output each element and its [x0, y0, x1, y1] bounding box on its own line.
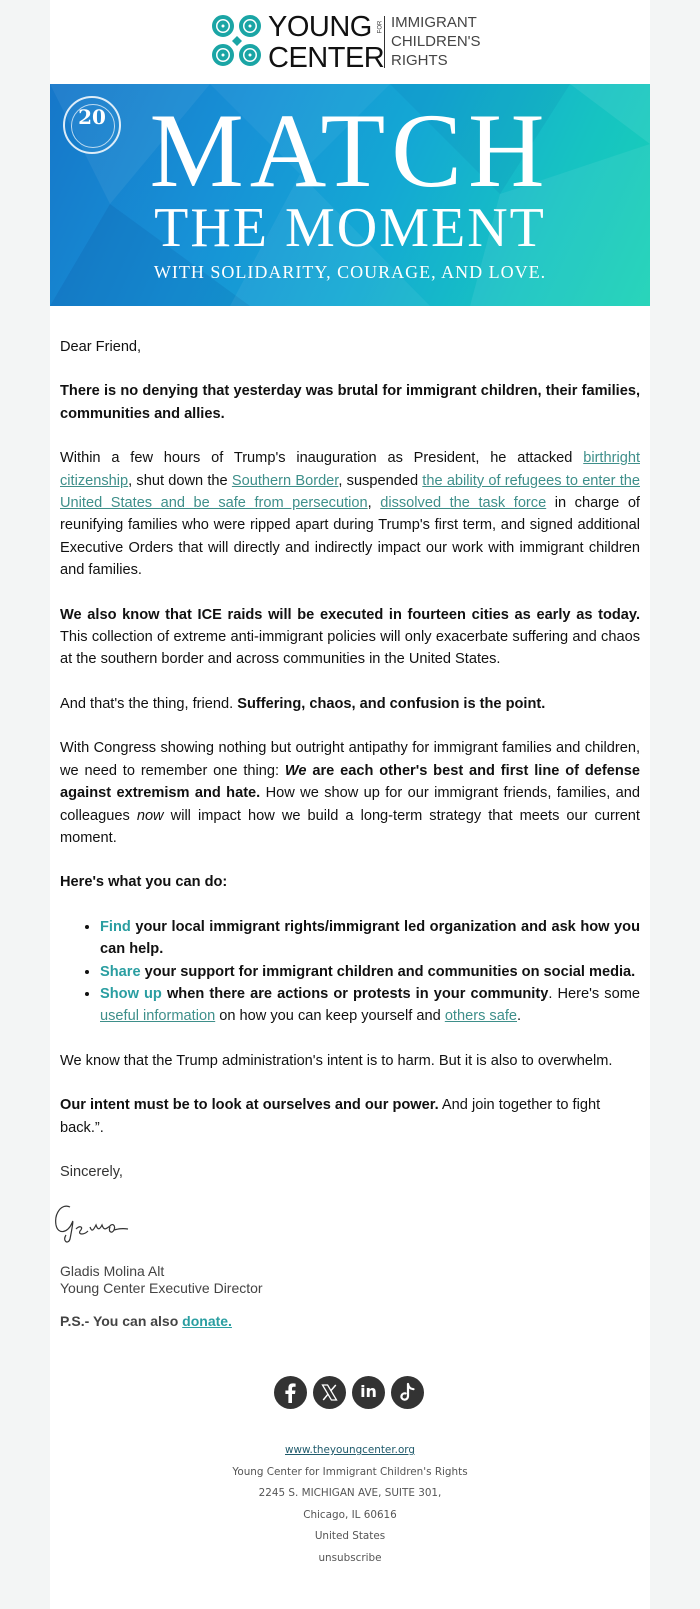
text-span: in charge of reunifying families who were ripped apart during Trump's first term, and signed additional Executive Orders that will directly and indirectly impact our work with immigrant children and families.: [60, 495, 640, 579]
list-item: [100, 916, 640, 961]
lead-paragraph: [60, 380, 640, 425]
badge-number: 20: [78, 105, 106, 129]
text-span: And that's the thing, friend.: [60, 695, 238, 712]
text-span: are each other's best and first line of defense against extremism and hate.: [60, 762, 640, 802]
bold-span: Our intent must be to look at ourselves and our power.: [60, 1097, 439, 1114]
logo-subtitle-line3: RIGHTS: [391, 52, 448, 69]
link-others-safe[interactable]: others safe: [444, 1008, 518, 1025]
text-span: your support for immigrant children and communities on social media.: [140, 963, 636, 980]
italic-we: We: [284, 762, 307, 779]
website-link[interactable]: www.theyoungcenter.org: [285, 1444, 415, 1456]
link-refugees[interactable]: the ability of refugees to enter the United States and be safe from persecution: [60, 472, 640, 512]
congress-paragraph: [60, 737, 640, 849]
link-southern-border[interactable]: Southern Border: [231, 472, 339, 489]
link-birthright-citizenship[interactable]: birthright citizenship: [60, 450, 640, 489]
italic-now: now: [136, 807, 164, 824]
letter-body: [60, 336, 640, 1205]
spiral-logo-icon: [210, 12, 264, 70]
x-glyph: [313, 1376, 346, 1409]
list-item: [100, 983, 640, 1028]
text-span: , suspended: [338, 472, 423, 489]
bold-span: Here's what you can do:: [60, 874, 228, 891]
match-the-moment-banner[interactable]: [50, 84, 650, 306]
text-span: ,: [367, 495, 381, 512]
facebook-glyph: [274, 1376, 307, 1409]
actions-paragraph: [60, 447, 640, 581]
text-span: .: [517, 1008, 522, 1025]
text-span: . Here's some: [548, 985, 640, 1002]
text-span: your local immigrant rights/immigrant led organization and ask how you can help.: [100, 918, 640, 958]
bold-span: We also know that ICE raids will be executed in fourteen cities as early as today.: [60, 606, 640, 623]
donate-link[interactable]: donate.: [182, 1313, 232, 1329]
overwhelm-paragraph: We know that the Trump administration's intent is to harm. But it is also to overwhelm.: [60, 1052, 613, 1069]
link-task-force[interactable]: dissolved the task force: [380, 495, 547, 512]
todo-keyword-share: Share: [100, 963, 141, 980]
todo-keyword-show-up: Show up: [100, 985, 162, 1002]
list-item: [100, 961, 640, 983]
text-span: With Congress showing nothing but outright antipathy for immigrant families and children, we need to remember one thing:: [60, 740, 640, 779]
postscript: [60, 1313, 232, 1329]
banner-subtitle: THE MOMENT: [154, 197, 546, 259]
text-span: How we show up for our immigrant friends, families, and colleagues: [60, 785, 640, 824]
x-icon[interactable]: [313, 1376, 346, 1409]
intent-paragraph: [60, 1094, 640, 1139]
text-span: on how you can keep yourself and: [215, 1008, 445, 1025]
text-span: And join together to fight back.”.: [60, 1097, 601, 1136]
social-links: [274, 1376, 426, 1410]
linkedin-text: in: [360, 1382, 377, 1401]
footer-org: Young Center for Immigrant Children's Rights: [232, 1465, 468, 1478]
facebook-icon[interactable]: [274, 1376, 307, 1409]
logo-divider: [384, 16, 385, 68]
text-span: when there are actions or protests in your community: [161, 985, 549, 1002]
greeting: Dear Friend,: [60, 339, 142, 355]
todo-heading: [60, 871, 640, 893]
signer-name: Gladis Molina Alt: [60, 1263, 165, 1279]
text-span: Within a few hours of Trump's inauguration as President, he attacked: [60, 450, 584, 467]
link-useful-information[interactable]: useful information: [100, 1008, 216, 1025]
logo-subtitle: [391, 13, 481, 70]
footer-country: United States: [314, 1530, 386, 1542]
email-card: [50, 0, 650, 1609]
closing: Sincerely,: [60, 1163, 123, 1180]
text-span: , shut down the: [128, 472, 232, 489]
logo-text-center: CENTER: [268, 42, 385, 74]
todo-keyword-find: Find: [100, 918, 131, 935]
text-span: will impact how we build a long-term strategy that meets our current moment.: [60, 807, 640, 846]
young-center-logo[interactable]: [210, 10, 510, 72]
tiktok-glyph: [391, 1376, 424, 1409]
signature-image: [50, 1199, 140, 1245]
signer-block: [60, 1263, 460, 1297]
signer-title: Young Center Executive Director: [60, 1280, 263, 1296]
banner-tagline: WITH SOLIDARITY, COURAGE, AND LOVE.: [153, 262, 547, 282]
bold-span: Suffering, chaos, and confusion is the point.: [237, 695, 546, 712]
todo-list: [60, 916, 640, 1028]
logo-subtitle-line1: IMMIGRANT: [391, 14, 477, 31]
logo-text-for: FOR: [377, 20, 384, 34]
footer-address-line2: Chicago, IL 60616: [303, 1508, 397, 1521]
logo-text-young: YOUNG: [268, 11, 372, 43]
point-paragraph: [60, 693, 640, 715]
lead-text: There is no denying that yesterday was brutal for immigrant children, their families, communities and allies.: [60, 383, 640, 422]
tiktok-icon[interactable]: [391, 1376, 424, 1409]
email-footer: [50, 1440, 650, 1569]
linkedin-icon[interactable]: [352, 1376, 385, 1409]
footer-address-line1: 2245 S. MICHIGAN AVE, SUITE 301,: [258, 1487, 442, 1499]
ice-raids-paragraph: [60, 604, 640, 671]
logo-subtitle-line2: CHILDREN'S: [391, 33, 481, 50]
text-span: P.S.- You can also: [60, 1313, 183, 1329]
banner-title: MATCH: [149, 92, 551, 209]
text-span: This collection of extreme anti-immigrant policies will only exacerbate suffering and chaos at the southern border and across communities in the United States.: [60, 629, 640, 668]
unsubscribe-link[interactable]: unsubscribe: [318, 1551, 382, 1564]
